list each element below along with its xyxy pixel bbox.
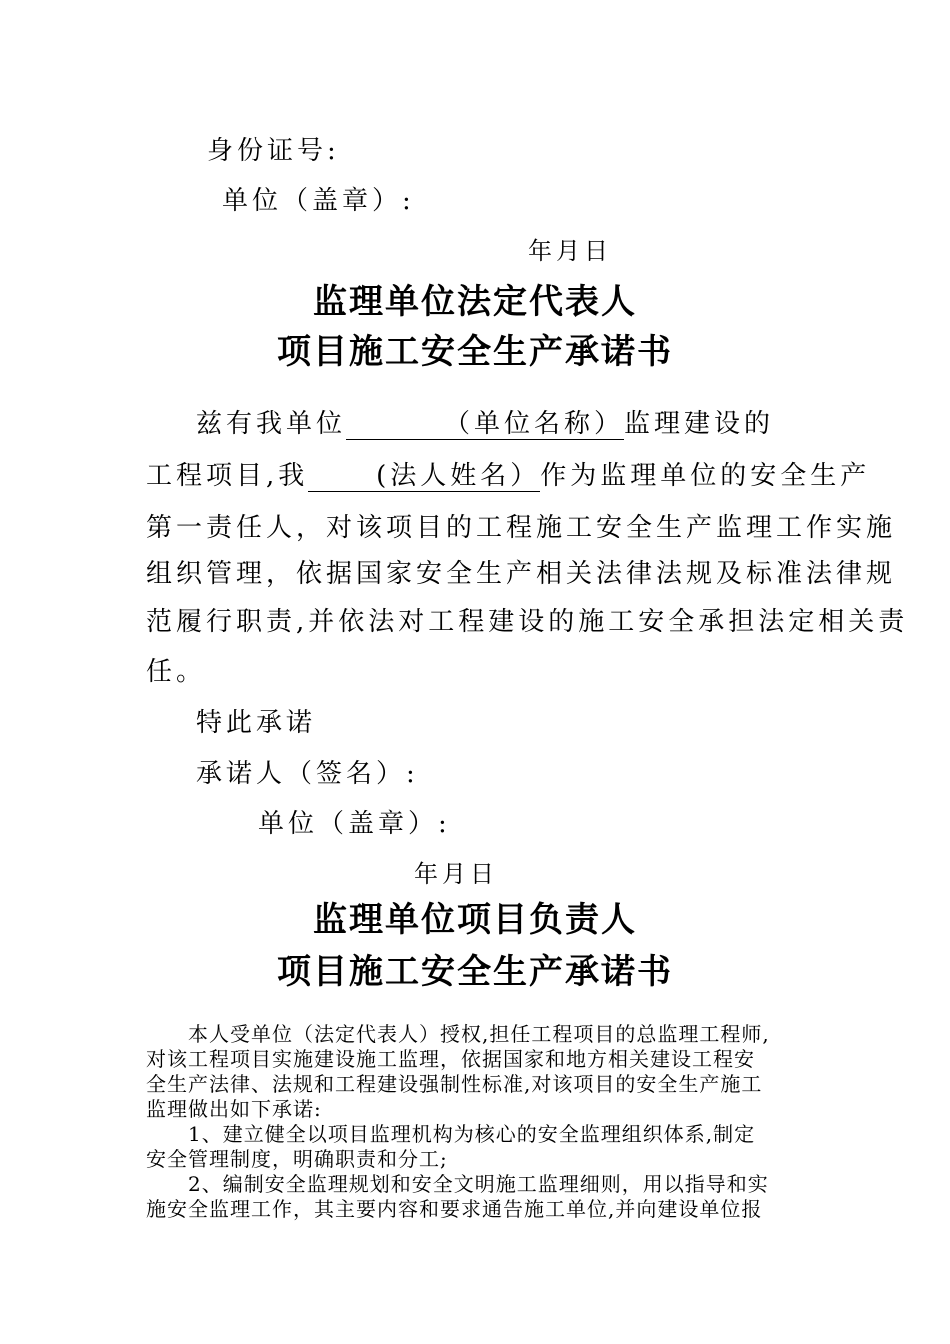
p1-prefix: 兹有我单位 [196, 409, 347, 439]
section2-title-line1: 监理单位项目负责人 [313, 900, 637, 940]
unit-name-blank: （单位名称） [346, 409, 624, 440]
section1-paragraph-line4: 组织管理，依据国家安全生产相关法律法规及标准法律规 [146, 559, 897, 589]
section1-title-line2: 项目施工安全生产承诺书 [277, 332, 673, 372]
section2-line3: 全生产法律、法规和工程建设强制性标准,对该项目的安全生产施工 [146, 1072, 763, 1096]
section1-paragraph-line6: 任。 [146, 657, 207, 687]
closing-text: 特此承诺 [196, 708, 317, 738]
date-line: 年月日 [528, 237, 612, 265]
p1-suffix: 监理建设的 [624, 409, 775, 439]
section2-line1: 本人受单位（法定代表人）授权,担任工程项目的总监理工程师, [188, 1022, 770, 1046]
unit-seal-label: 单位（盖章）: [222, 186, 415, 216]
section1-title-line1: 监理单位法定代表人 [313, 282, 637, 322]
legal-person-blank: (法人姓名） [308, 461, 540, 492]
id-number-label: 身份证号: [207, 136, 340, 166]
section1-paragraph-line1 [196, 407, 774, 441]
section1-paragraph-line5: 范履行职责,并依法对工程建设的施工安全承担法定相关责 [146, 607, 909, 637]
section2-line4: 监理做出如下承诺: [146, 1097, 322, 1121]
section2-title-line2: 项目施工安全生产承诺书 [277, 952, 673, 992]
section1-paragraph-line2 [146, 459, 870, 493]
section1-unit-seal-label: 单位（盖章）: [258, 809, 451, 839]
section2-line8: 施安全监理工作，其主要内容和要求通告施工单位,并向建设单位报 [146, 1197, 763, 1221]
section2-line6: 安全管理制度，明确职责和分工; [146, 1147, 448, 1171]
p2-suffix: 作为监理单位的安全生产 [540, 461, 871, 491]
section1-paragraph-line3: 第一责任人，对该项目的工程施工安全生产监理工作实施 [146, 513, 897, 543]
section2-line2: 对该工程项目实施建设施工监理，依据国家和地方相关建设工程安 [146, 1047, 755, 1071]
signer-label: 承诺人（签名）: [196, 759, 419, 789]
p2-prefix: 工程项目,我 [146, 461, 309, 491]
section1-date-line: 年月日 [414, 860, 498, 888]
section2-line5: 1、建立健全以项目监理机构为核心的安全监理组织体系,制定 [188, 1122, 756, 1146]
section2-line7: 2、编制安全监理规划和安全文明施工监理细则，用以指导和实 [188, 1172, 769, 1196]
